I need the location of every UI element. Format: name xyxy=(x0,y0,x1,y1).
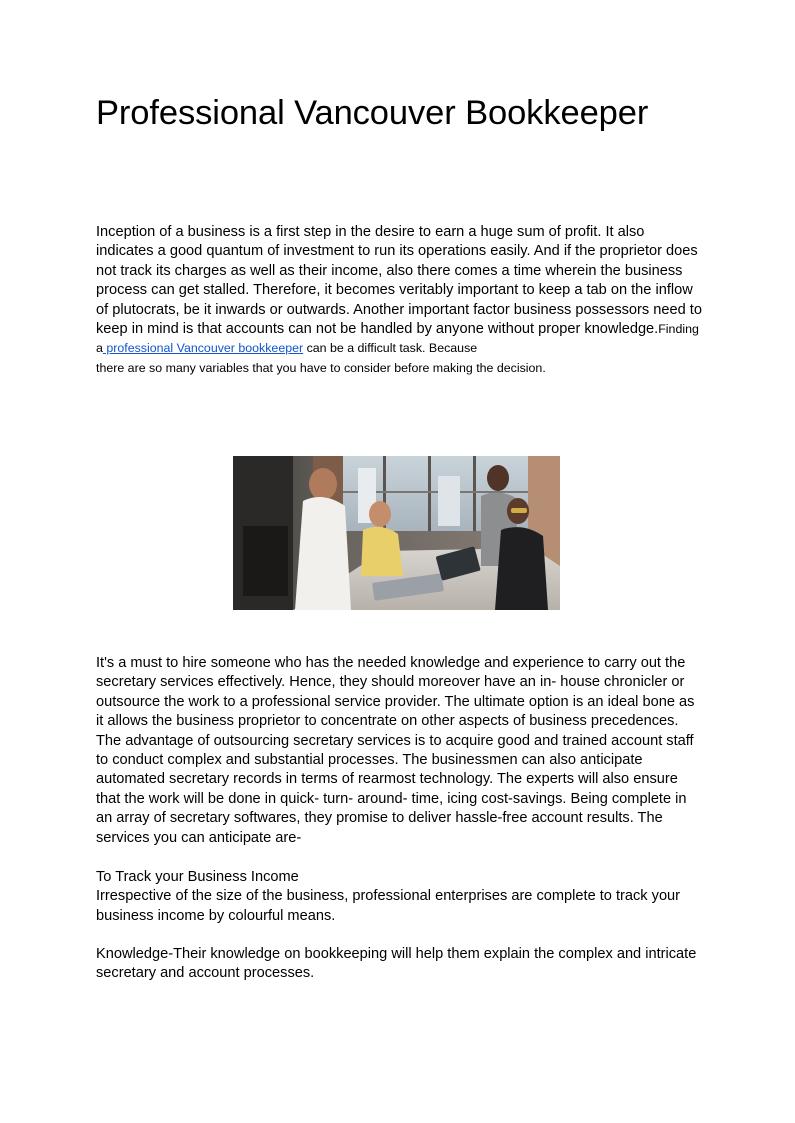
body-line: outsource the work to a professional service provider. The ultimate option is an ideal bone as xyxy=(96,693,695,710)
body-line: it allows the business proprietor to concentrate on other aspects of business precedences. xyxy=(96,713,679,730)
section-heading: To Track your Business Income xyxy=(96,869,299,885)
track-income-section xyxy=(96,868,706,926)
section-text: Knowledge-Their knowledge on bookkeeping will help them explain the complex and intricate secretary and account processes. xyxy=(96,946,697,982)
body-line: It's a must to hire someone who has the needed knowledge and experience to carry out the xyxy=(96,655,686,671)
body-line: that the work will be done in quick- turn- around- time, icing cost-savings. Being complete in xyxy=(96,790,687,807)
intro-small-text-after: can be a difficult task. Because xyxy=(303,341,478,356)
body-line: The advantage of outsourcing secretary services is to acquire good and trained account staff xyxy=(96,732,694,749)
body-line: to conduct complex and substantial processes. The businessmen can also anticipate xyxy=(96,752,643,769)
intro-small-text: Finding a xyxy=(96,322,699,356)
body-line: automated secretary records in terms of rearmost technology. The experts will also ensure xyxy=(96,771,678,788)
intro-text: Inception of a business is a first step in the desire to earn a huge sum of profit. It also indicates a good quantum of investment to run its operations easily. And if the proprietor does not track its charges as well as their income, also there comes a time wherein the business process can get stalled. Therefore, it becomes veritably important to keep a tab on the inflow of plutocrats, be it inwards or outwards. Another important factor business possessors need to keep in mind is that accounts can not be handled by anyone without proper knowledge. xyxy=(96,224,702,338)
body-line: secretary services effectively. Hence, they should moreover have an in- house chronicler or xyxy=(96,674,685,691)
section-text: Irrespective of the size of the business, professional enterprises are complete to track your business income by colourful means. xyxy=(96,888,681,924)
intro-small-line: there are so many variables that you have to consider before making the decision. xyxy=(96,360,546,375)
office-team-photo xyxy=(233,456,560,610)
body-line: an array of secretary softwares, they promise to deliver hassle-free account results. The xyxy=(96,810,663,827)
body-line: services you can anticipate are- xyxy=(96,829,302,846)
bookkeeper-link[interactable]: professional Vancouver bookkeeper xyxy=(102,341,304,356)
knowledge-section xyxy=(96,945,706,984)
page-title: Professional Vancouver Bookkeeper xyxy=(96,94,649,132)
intro-paragraph xyxy=(96,223,706,377)
services-paragraph xyxy=(96,654,706,848)
